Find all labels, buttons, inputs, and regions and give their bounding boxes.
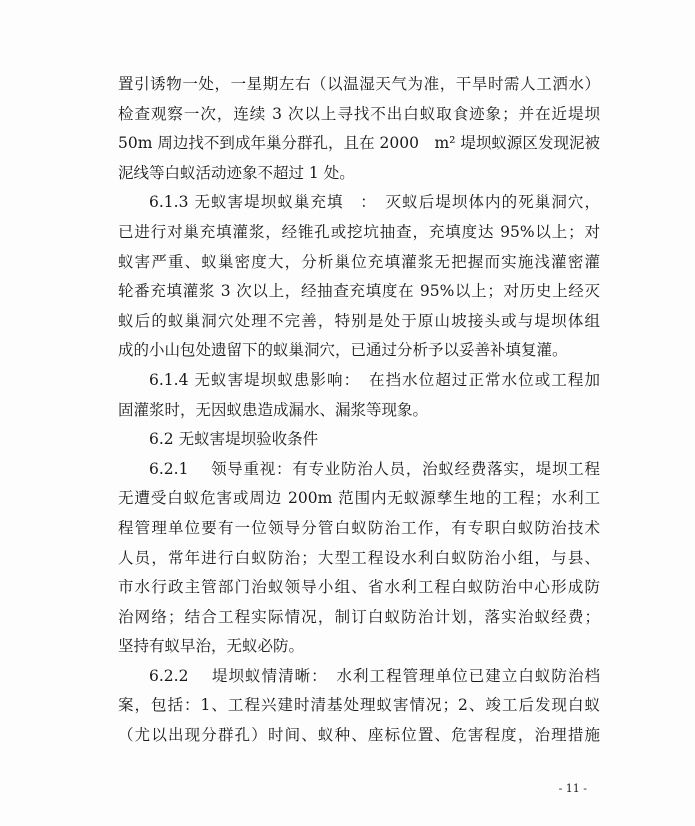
- text-line: 坚持有蚁早治，无蚁必防。: [118, 637, 305, 656]
- section-heading-6-1-3: 6.1.3 无蚁害堤坝蚁巢充填 ： 灭蚁后堤坝体内的死巢洞穴，: [149, 193, 600, 212]
- text-line: 已进行对巢充填灌浆，经锥孔或挖坑抽查，充填度达 95%以上；对: [118, 222, 600, 241]
- text-line: 蚁后的蚁巢洞穴处理不完善，特别是处于原山坡接头或与堤坝体组: [118, 311, 600, 330]
- text-line: 治网络；结合工程实际情况，制订白蚁防治计划，落实治蚁经费；: [118, 607, 600, 626]
- text-line: 无遭受白蚁危害或周边 200m 范围内无蚁源孳生地的工程；水利工: [118, 489, 600, 508]
- text-line: 案，包括：1、工程兴建时清基处理蚁害情况；2、竣工后发现白蚁: [118, 696, 600, 715]
- text-line: 程管理单位要有一位领导分管白蚁防治工作，有专职白蚁防治技术: [118, 518, 600, 537]
- text-line: 蚁害严重、蚁巢密度大，分析巢位充填灌浆无把握而实施浅灌密灌: [118, 252, 600, 271]
- body-text: [118, 70, 600, 751]
- section-heading-6-2: 6.2 无蚁害堤坝验收条件: [149, 430, 319, 449]
- text-line: （尤以出现分群孔）时间、蚁种、座标位置、危害程度，治理措施: [118, 726, 600, 745]
- text-line: 检查观察一次，连续 3 次以上寻找不出白蚁取食迹象；并在近堤坝: [118, 104, 600, 123]
- section-heading-6-2-1: 6.2.1 领导重视：有专业防治人员，治蚁经费落实，堤坝工程: [149, 459, 600, 478]
- text-line: 轮番充填灌浆 3 次以上，经抽查充填度在 95%以上；对历史上经灭: [118, 282, 600, 301]
- text-line: 市水行政主管部门治蚁领导小组、省水利工程白蚁防治中心形成防: [118, 578, 600, 597]
- text-line: 置引诱物一处，一星期左右（以温湿天气为准，干旱时需人工洒水）: [118, 75, 600, 93]
- text-line: 人员，常年进行白蚁防治；大型工程设水利白蚁防治小组，与县、: [118, 548, 600, 567]
- page-number: - 11 -: [558, 782, 587, 795]
- section-heading-6-1-4: 6.1.4 无蚁害堤坝蚁患影响： 在挡水位超过正常水位或工程加: [149, 370, 600, 389]
- text-line: 泥线等白蚁活动迹象不超过 1 处。: [118, 163, 355, 182]
- text-line: 50m 周边找不到成年巢分群孔，且在 2000 m² 堤坝蚁源区发现泥被: [118, 134, 600, 153]
- text-line: 成的小山包处遗留下的蚁巢洞穴，已通过分析予以妥善补填复灌。: [118, 341, 568, 360]
- text-line: 固灌浆时，无因蚁患造成漏水、漏浆等现象。: [118, 400, 429, 419]
- section-heading-6-2-2: 6.2.2 堤坝蚁情清晰： 水利工程管理单位已建立白蚁防治档: [149, 666, 600, 685]
